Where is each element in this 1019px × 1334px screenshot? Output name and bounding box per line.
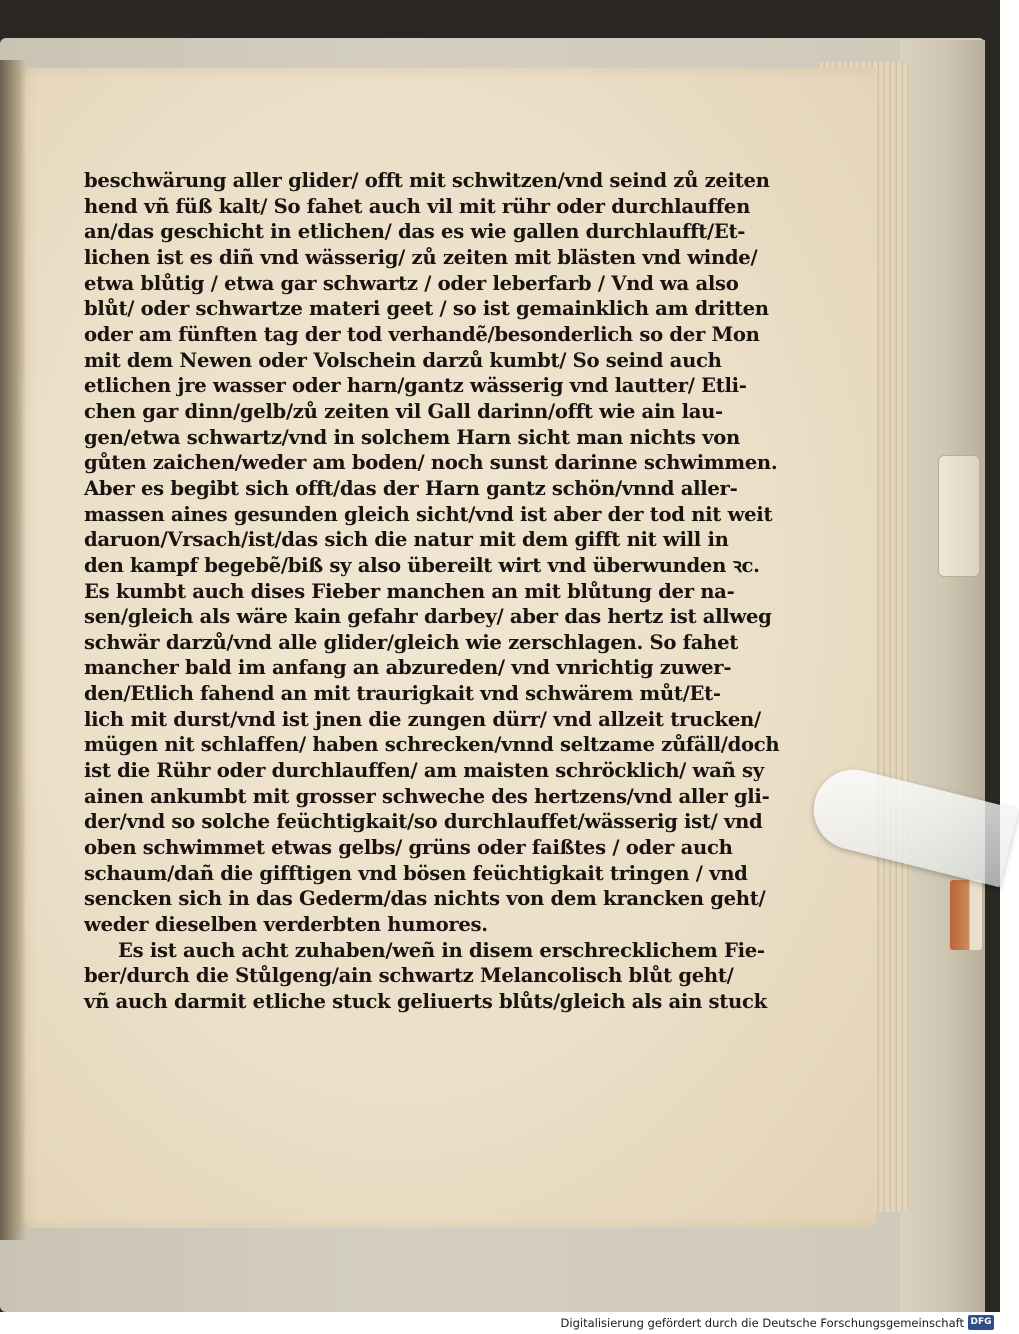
text-line: ber/durch die Stůlgeng/ain schwartz Melancolisch blůt geht/ xyxy=(84,964,734,988)
text-line: an/das geschicht in etlichen/ das es wie gallen durchlaufft/Et- xyxy=(84,220,746,244)
book-gutter xyxy=(0,60,26,1240)
text-line: den kampf begebẽ/biß sy also übereilt wirt vnd überwunden ꝛc. xyxy=(84,553,760,577)
text-line: mügen nit schlaffen/ haben schrecken/vnnd seltzame zůfäll/doch xyxy=(84,733,780,757)
text-line: Aber es begibt sich offt/das der Harn gantz schön/vnnd aller- xyxy=(84,476,738,500)
text-line: sencken sich in das Gederm/das nichts von dem krancken geht/ xyxy=(84,887,766,911)
text-line: schwär darzů/vnd alle glider/gleich wie zerschlagen. So fahet xyxy=(84,630,739,654)
text-line: ist die Rühr oder durchlauffen/ am maisten schröcklich/ wañ sy xyxy=(84,759,764,783)
text-line: sen/gleich als wäre kain gefahr darbey/ aber das hertz ist allweg xyxy=(84,605,772,629)
text-line: blůt/ oder schwartze materi geet / so ist gemainklich am dritten xyxy=(84,297,769,321)
cover-edge xyxy=(900,40,985,1312)
dfg-logo: DFG xyxy=(968,1315,994,1330)
page-text xyxy=(84,168,780,1015)
text-line: oben schwimmet etwas gelbs/ grüns oder faißtes / oder auch xyxy=(84,836,733,860)
text-line: oder am fünften tag der tod verhandẽ/besonderlich so der Mon xyxy=(84,322,760,346)
text-line: chen gar dinn/gelb/zů zeiten vil Gall darinn/offt wie ain lau- xyxy=(84,399,723,423)
funding-credit: Digitalisierung gefördert durch die Deutsche Forschungsgemeinschaft xyxy=(560,1316,964,1330)
text-line: ainen ankumbt mit grosser schweche des hertzens/vnd aller gli- xyxy=(84,784,770,808)
text-line: etwa blůtig / etwa gar schwartz / oder leberfarb / Vnd wa also xyxy=(84,271,739,295)
text-line: Es ist auch acht zuhaben/weñ in disem erschrecklichem Fie- xyxy=(118,938,765,962)
text-line: mit dem Newen oder Volschein darzů kumbt/ So seind auch xyxy=(84,348,722,372)
text-line: Es kumbt auch dises Fieber manchen an mit blůtung der na- xyxy=(84,579,735,603)
text-line: massen aines gesunden gleich sicht/vnd ist aber der tod nit weit xyxy=(84,502,773,526)
footer-bar xyxy=(0,1312,1000,1334)
text-line: vñ auch darmit etliche stuck geliuerts blůts/gleich als ain stuck xyxy=(84,990,767,1013)
text-line: daruon/Vrsach/ist/das sich die natur mit dem gifft nit will in xyxy=(84,528,729,552)
leather-tab xyxy=(950,880,982,950)
text-line: hend vñ füß kalt/ So fahet auch vil mit rühr oder durchlauffen xyxy=(84,194,751,218)
text-line: beschwärung aller glider/ offt mit schwitzen/vnd seind zů zeiten xyxy=(84,169,770,192)
text-line: gen/etwa schwartz/vnd in solchem Harn sicht man nichts von xyxy=(84,425,740,449)
text-line: den/Etlich fahend an mit traurigkait vnd schwärem můt/Et- xyxy=(84,682,721,706)
text-line: der/vnd so solche feüchtigkait/so durchlauffet/wässerig ist/ vnd xyxy=(84,810,763,834)
text-line: lich mit durst/vnd ist jnen die zungen dürr/ vnd allzeit trucken/ xyxy=(84,707,761,731)
text-line: lichen ist es diñ vnd wässerig/ zů zeiten mit blästen vnd winde/ xyxy=(84,245,758,269)
bookmark-tab xyxy=(938,455,980,577)
text-line: weder dieselben verderbten humores. xyxy=(84,913,488,937)
text-line: mancher bald im anfang an abzureden/ vnd vnrichtig zuwer- xyxy=(84,656,732,680)
text-line: schaum/dañ die gifftigen vnd bösen feüchtigkait tringen / vnd xyxy=(84,861,748,885)
text-line: etlichen jre wasser oder harn/gantz wässerig vnd lautter/ Etli- xyxy=(84,374,747,398)
text-line: gůten zaichen/weder am boden/ noch sunst darinne schwimmen. xyxy=(84,451,778,475)
